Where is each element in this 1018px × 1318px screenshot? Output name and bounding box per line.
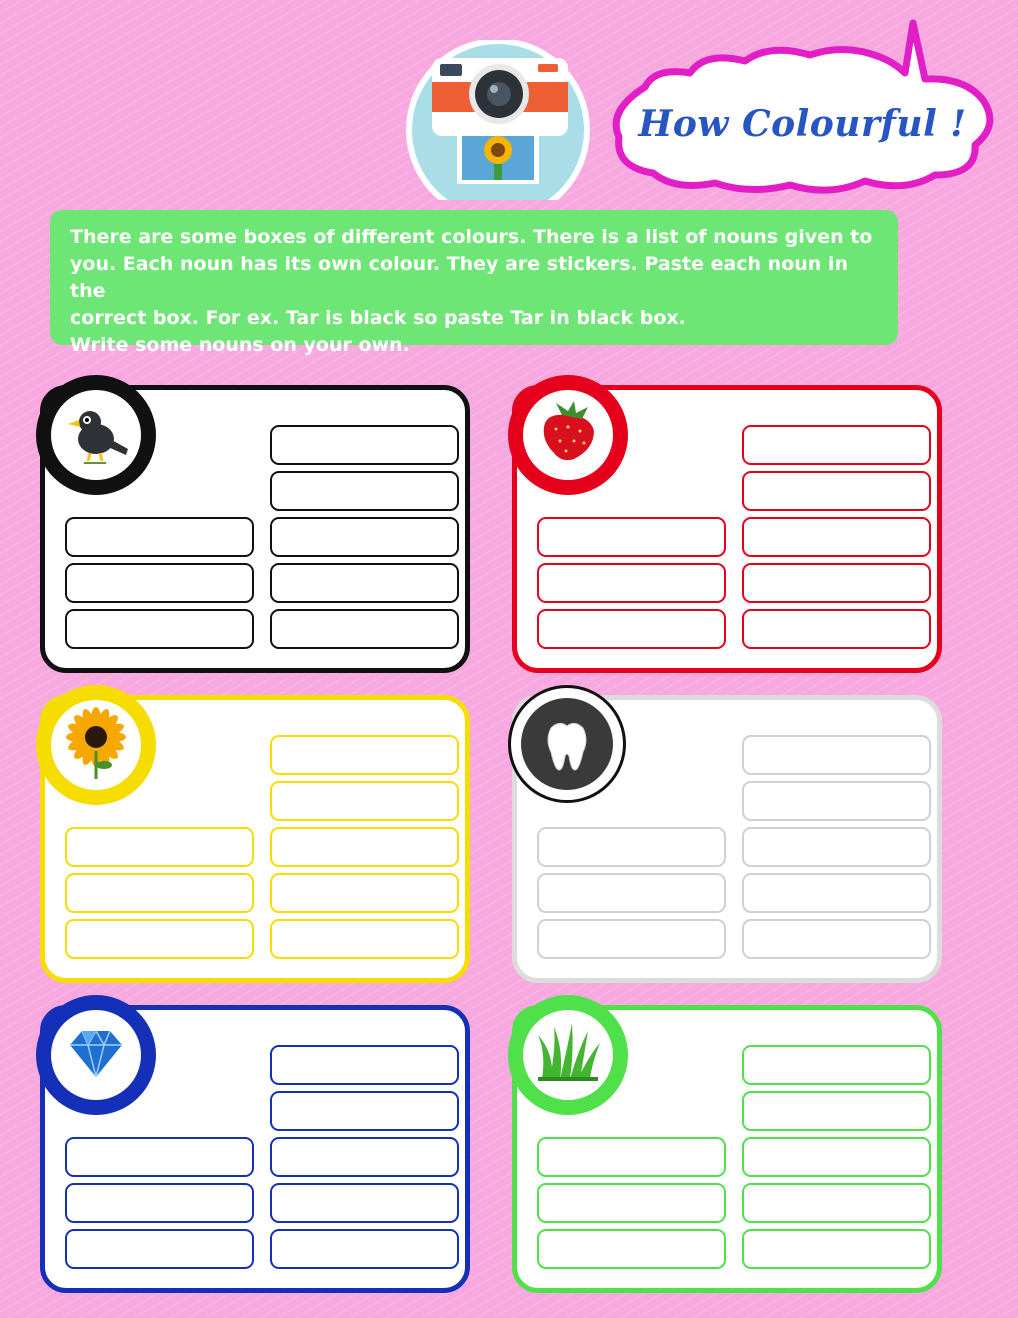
instructions-box xyxy=(50,210,898,356)
colour-badge-red xyxy=(508,375,628,495)
crow-icon xyxy=(60,397,132,473)
sticker-slot[interactable] xyxy=(270,1137,459,1177)
colour-badge-black xyxy=(36,375,156,495)
sticker-slot[interactable] xyxy=(270,735,459,775)
sticker-slot[interactable] xyxy=(270,873,459,913)
sticker-slot[interactable] xyxy=(270,609,459,649)
sticker-slot[interactable] xyxy=(537,919,726,959)
sticker-slot[interactable] xyxy=(742,735,931,775)
sticker-slot[interactable] xyxy=(742,1045,931,1085)
sticker-slot[interactable] xyxy=(537,873,726,913)
sticker-slot[interactable] xyxy=(742,919,931,959)
sticker-slot[interactable] xyxy=(65,563,254,603)
sticker-slot[interactable] xyxy=(742,425,931,465)
sticker-slot[interactable] xyxy=(742,1137,931,1177)
sticker-slot[interactable] xyxy=(65,609,254,649)
sticker-slot[interactable] xyxy=(742,563,931,603)
sticker-slot[interactable] xyxy=(65,873,254,913)
sticker-slot[interactable] xyxy=(537,517,726,557)
diamond-icon xyxy=(60,1017,132,1093)
sticker-slot[interactable] xyxy=(742,1091,931,1131)
sticker-slot[interactable] xyxy=(537,827,726,867)
title-bubble xyxy=(605,15,1000,200)
sticker-slot[interactable] xyxy=(270,1183,459,1223)
sticker-slot[interactable] xyxy=(742,517,931,557)
sticker-slot[interactable] xyxy=(270,919,459,959)
sticker-slot[interactable] xyxy=(65,1229,254,1269)
sticker-slot[interactable] xyxy=(537,1183,726,1223)
sticker-slot[interactable] xyxy=(270,1229,459,1269)
sticker-slot[interactable] xyxy=(65,827,254,867)
colour-badge-green xyxy=(508,995,628,1115)
sticker-slot[interactable] xyxy=(742,1183,931,1223)
camera-illustration xyxy=(402,40,594,200)
instruction-line: you. Each noun has its own colour. They are stickers. Paste each noun in the xyxy=(70,253,848,302)
sticker-slot[interactable] xyxy=(742,873,931,913)
strawberry-icon xyxy=(532,397,604,473)
sticker-slot[interactable] xyxy=(270,517,459,557)
sticker-slot[interactable] xyxy=(270,563,459,603)
instruction-line: Write some nouns on your own. xyxy=(70,334,410,356)
sticker-slot[interactable] xyxy=(537,563,726,603)
sticker-slot[interactable] xyxy=(270,1045,459,1085)
sticker-slot[interactable] xyxy=(270,827,459,867)
instruction-line: There are some boxes of different colours. There is a list of nouns given to xyxy=(70,226,873,248)
sticker-slot[interactable] xyxy=(270,1091,459,1131)
colour-badge-white xyxy=(508,685,626,803)
sticker-slot[interactable] xyxy=(270,425,459,465)
sticker-slot[interactable] xyxy=(742,827,931,867)
grass-icon xyxy=(532,1017,604,1093)
sunflower-icon xyxy=(60,707,132,783)
sticker-slot[interactable] xyxy=(742,609,931,649)
sticker-slot[interactable] xyxy=(270,781,459,821)
colour-badge-blue xyxy=(36,995,156,1115)
camera-icon xyxy=(402,40,594,200)
sticker-slot[interactable] xyxy=(270,471,459,511)
sticker-slot[interactable] xyxy=(742,471,931,511)
instruction-line: correct box. For ex. Tar is black so paste Tar in black box. xyxy=(70,307,686,329)
sticker-slot[interactable] xyxy=(65,919,254,959)
sticker-slot[interactable] xyxy=(65,1183,254,1223)
sticker-slot[interactable] xyxy=(537,1137,726,1177)
colour-badge-yellow xyxy=(36,685,156,805)
sticker-slot[interactable] xyxy=(742,781,931,821)
page-title: How Colourful ! xyxy=(638,103,967,145)
sticker-slot[interactable] xyxy=(537,609,726,649)
sticker-slot[interactable] xyxy=(65,1137,254,1177)
sticker-slot[interactable] xyxy=(742,1229,931,1269)
tooth-icon xyxy=(521,698,613,790)
sticker-slot[interactable] xyxy=(537,1229,726,1269)
sticker-slot[interactable] xyxy=(65,517,254,557)
